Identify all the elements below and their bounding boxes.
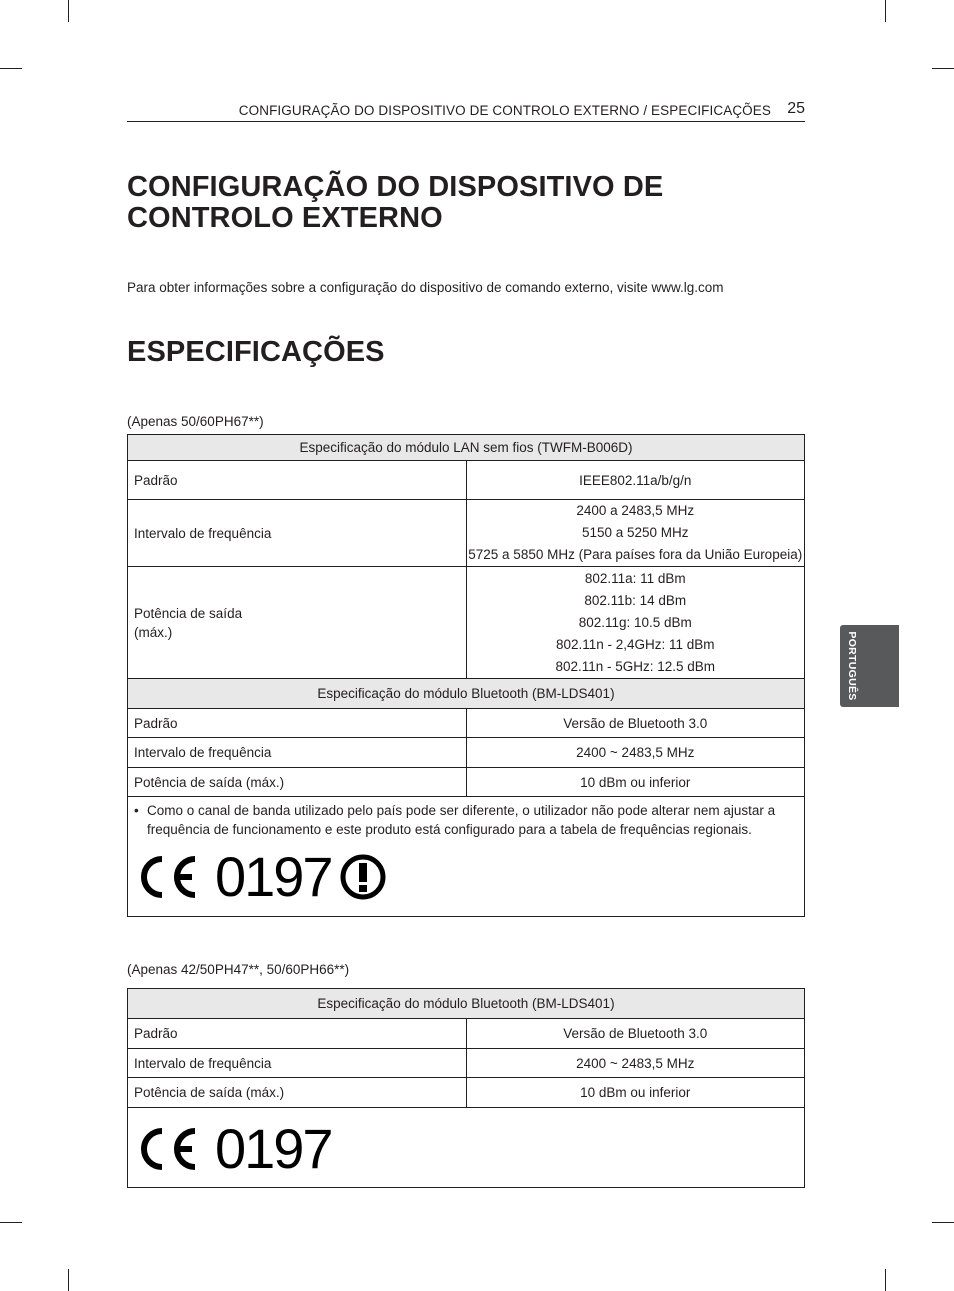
value-line: 5150 a 5250 MHz	[581, 525, 689, 540]
row-label: Potência de saída (máx.)	[128, 1078, 467, 1108]
footnote-cell	[128, 797, 805, 917]
table-row	[128, 567, 805, 679]
value-line: 802.11a: 11 dBm	[584, 570, 686, 586]
running-header	[127, 100, 805, 122]
row-label: Intervalo de frequência	[128, 1049, 467, 1078]
row-label	[128, 567, 467, 679]
table-row	[128, 500, 805, 567]
table-row	[128, 1019, 805, 1049]
language-side-tab	[840, 625, 899, 707]
row-value: 10 dBm ou inferior	[466, 768, 805, 797]
alert-icon	[340, 854, 386, 900]
ce-cell	[128, 1108, 805, 1188]
crop-mark	[885, 0, 886, 22]
intro-paragraph: Para obter informações sobre a configuração do dispositivo de comando externo, visite www.lg.com	[127, 280, 724, 295]
section-title-external-control: CONFIGURAÇÃO DO DISPOSITIVO DE CONTROLO EXTERNO	[127, 171, 664, 234]
row-value: 2400 ~ 2483,5 MHz	[466, 738, 805, 768]
ce-marking	[135, 845, 386, 908]
row-value: 2400 ~ 2483,5 MHz	[466, 1049, 805, 1078]
crop-mark	[0, 68, 22, 69]
spec-table-1	[127, 434, 805, 917]
value-line: 802.11n - 2,4GHz: 11 dBm	[555, 636, 715, 652]
model-note-2: (Apenas 42/50PH47**, 50/60PH66**)	[127, 962, 350, 977]
crop-mark	[932, 1222, 954, 1223]
row-value: IEEE802.11a/b/g/n	[466, 461, 805, 500]
spec-table-2	[127, 988, 805, 1188]
row-label: Intervalo de frequência	[128, 738, 467, 768]
crop-mark	[932, 68, 954, 69]
row-value	[466, 500, 805, 567]
row-value	[466, 567, 805, 679]
footnote	[128, 797, 804, 839]
table-row	[128, 738, 805, 768]
crop-mark	[68, 0, 69, 22]
ce-logo-icon	[135, 1126, 199, 1172]
row-value: Versão de Bluetooth 3.0	[466, 1019, 805, 1049]
lan-module-header: Especificação do módulo LAN sem fios (TWFM-B006D)	[128, 435, 805, 461]
crop-mark	[68, 1269, 69, 1291]
section-title-specifications: ESPECIFICAÇÕES	[127, 336, 385, 368]
label-line: Potência de saída	[134, 605, 243, 621]
language-label: PORTUGUÊS	[846, 631, 858, 701]
table-row	[128, 768, 805, 797]
table-row	[128, 709, 805, 738]
value-line: 802.11g: 10.5 dBm	[578, 614, 692, 630]
row-label: Intervalo de frequência	[128, 500, 467, 567]
row-value: 10 dBm ou inferior	[466, 1078, 805, 1108]
row-label: Potência de saída (máx.)	[128, 768, 467, 797]
page-number: 25	[787, 100, 805, 117]
bluetooth-module-header: Especificação do módulo Bluetooth (BM-LDS401)	[128, 679, 805, 709]
table-row	[128, 797, 805, 917]
row-label: Padrão	[128, 1019, 467, 1049]
row-label: Padrão	[128, 709, 467, 738]
row-value: Versão de Bluetooth 3.0	[466, 709, 805, 738]
table-row	[128, 1108, 805, 1188]
value-line: 2400 a 2483,5 MHz	[576, 503, 695, 518]
value-line: 802.11b: 14 dBm	[584, 592, 687, 608]
ce-notified-body-number: 0197	[215, 1117, 332, 1180]
table-row	[128, 1078, 805, 1108]
bullet-icon: •	[134, 803, 139, 818]
table-row	[128, 1049, 805, 1078]
value-line: 5725 a 5850 MHz (Para países fora da União Europeia)	[468, 547, 803, 562]
model-note-1: (Apenas 50/60PH67**)	[127, 414, 264, 429]
ce-marking	[135, 1117, 332, 1180]
label-line: (máx.)	[134, 624, 173, 640]
ce-notified-body-number: 0197	[215, 845, 332, 908]
row-label: Padrão	[128, 461, 467, 500]
value-line: 802.11n - 5GHz: 12.5 dBm	[555, 658, 716, 674]
bluetooth-module-header: Especificação do módulo Bluetooth (BM-LDS401)	[128, 989, 805, 1019]
ce-logo-icon	[135, 854, 199, 900]
running-title: CONFIGURAÇÃO DO DISPOSITIVO DE CONTROLO EXTERNO / ESPECIFICAÇÕES	[238, 103, 771, 118]
footnote-text: Como o canal de banda utilizado pelo país pode ser diferente, o utilizador não pode alterar nem ajustar a frequência de funcionamento e este produto está configurado para a tabela de frequências regionais.	[147, 803, 776, 837]
crop-mark	[885, 1269, 886, 1291]
table-row	[128, 461, 805, 500]
crop-mark	[0, 1222, 22, 1223]
